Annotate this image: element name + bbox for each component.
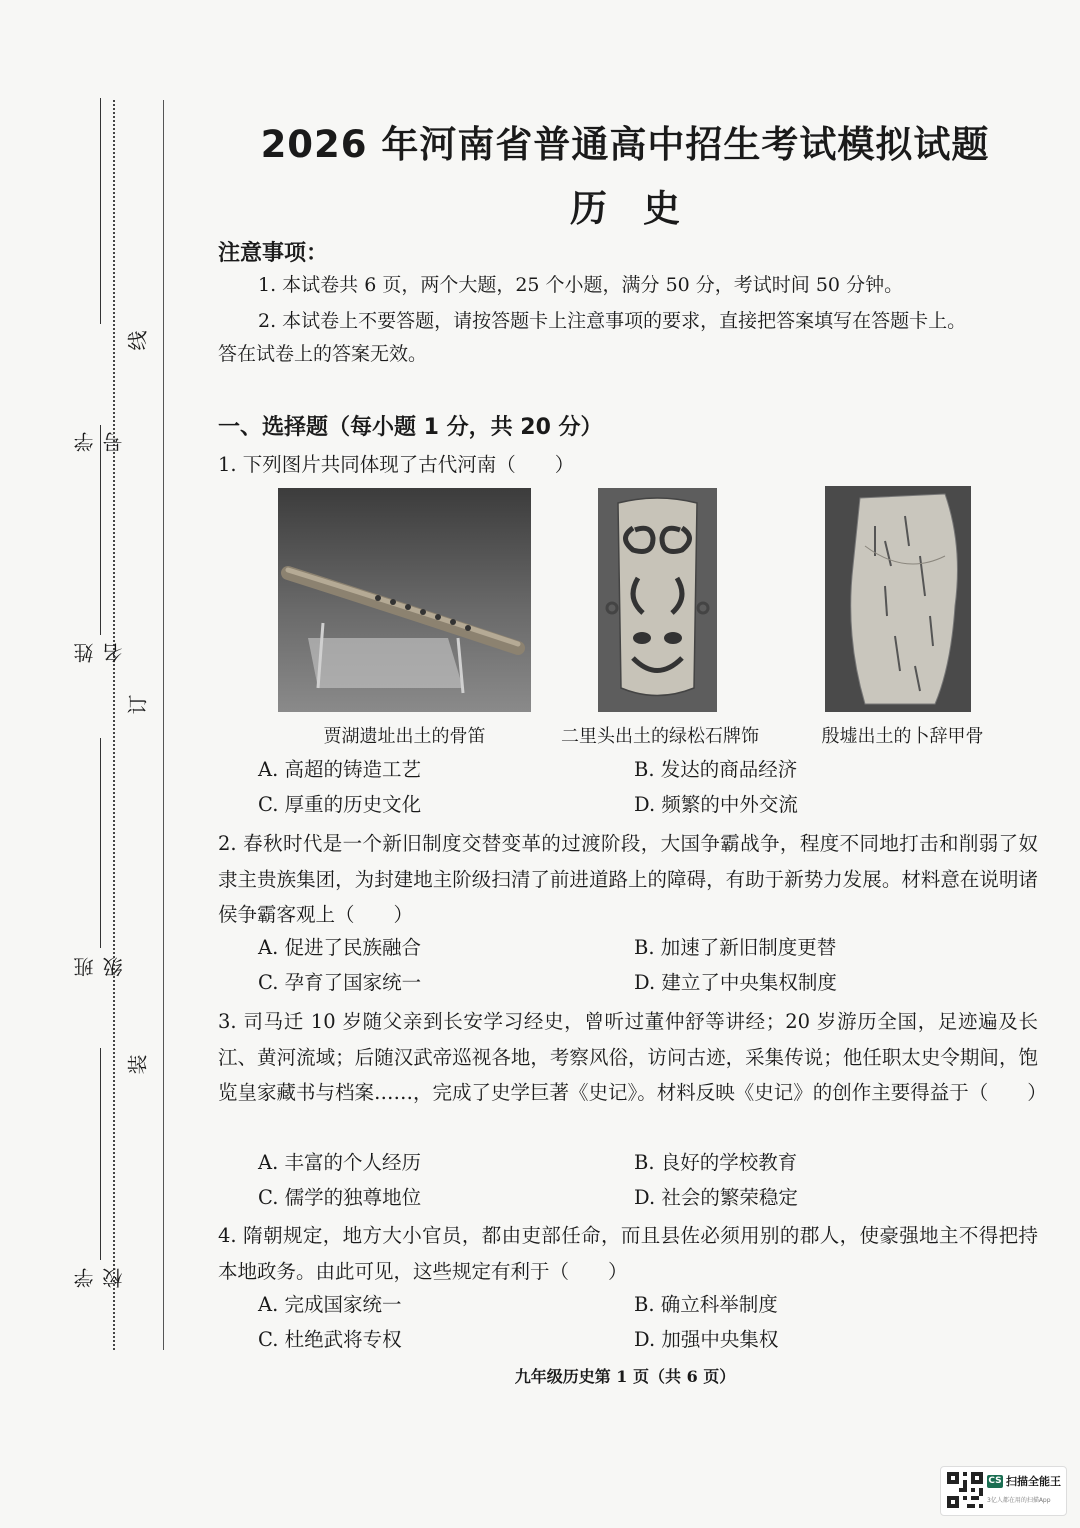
q3-option-d: D. 社会的繁荣稳定	[634, 1186, 798, 1209]
q4-option-a: A. 完成国家统一	[258, 1293, 402, 1316]
field-label: 姓名	[73, 639, 126, 663]
caption-oracle-bone: 殷墟出土的卜辞甲骨	[821, 726, 984, 747]
fill-line	[100, 425, 101, 635]
q1-option-b: B. 发达的商品经济	[634, 758, 798, 781]
q3-option-c: C. 儒学的独尊地位	[258, 1186, 422, 1209]
q3-option-a: A. 丰富的个人经历	[258, 1151, 421, 1174]
binding-char-ding: 订	[125, 694, 150, 715]
caption-bone-flute: 贾湖遗址出土的骨笛	[323, 726, 486, 747]
cs-logo-icon: CS	[988, 1476, 1002, 1486]
subject-char: 史	[643, 187, 680, 230]
fill-line	[100, 1048, 101, 1260]
question-1-stem: 1. 下列图片共同体现了古代河南（ ）	[218, 453, 575, 476]
field-label: 学号	[73, 428, 126, 452]
section-heading: 一、选择题（每小题 1 分，共 20 分）	[218, 415, 603, 440]
scanner-watermark	[940, 1466, 1067, 1516]
caption-turquoise-plaque: 二里头出土的绿松石牌饰	[561, 726, 759, 747]
q1-option-c: C. 厚重的历史文化	[258, 793, 422, 816]
scanner-app-name: 扫描全能王	[1006, 1475, 1061, 1488]
q1-option-a: A. 高超的铸造工艺	[258, 758, 421, 781]
exam-title: 2026 年河南省普通高中招生考试模拟试题	[260, 123, 990, 166]
q2-option-c: C. 孕育了国家统一	[258, 971, 422, 994]
notes-line-2: 2. 本试卷上不要答题，请按答题卡上注意事项的要求，直接把答案填写在答题卡上。	[258, 310, 967, 332]
field-label: 学校	[73, 1264, 126, 1288]
subject-title	[170, 178, 1080, 232]
q2-option-b: B. 加速了新旧制度更替	[634, 936, 837, 959]
turquoise-plaque-photo	[598, 488, 717, 712]
bone-flute-photo	[278, 488, 531, 712]
question-4-stem: 4. 隋朝规定，地方大小官员，都由吏部任命，而且县佐必须用别的郡人，使豪强地主不得把持本地政务。由此可见，这些规定有利于（ ）	[218, 1224, 1038, 1283]
qr-code-icon	[947, 1472, 983, 1508]
binding-char-xian: 线	[125, 330, 150, 351]
notes-heading: 注意事项：	[218, 241, 329, 266]
binding-solid-line	[163, 100, 164, 1350]
binding-dotted-line	[113, 100, 115, 1350]
field-label: 班级	[73, 953, 126, 977]
fill-line	[100, 98, 101, 324]
q2-option-a: A. 促进了民族融合	[258, 936, 421, 959]
q4-option-c: C. 杜绝武将专权	[258, 1328, 402, 1351]
notes-line-1: 1. 本试卷共 6 页，两个大题，25 个小题，满分 50 分，考试时间 50 分钟。	[258, 274, 904, 296]
binding-char-zhuang: 装	[125, 1054, 150, 1075]
q2-option-d: D. 建立了中央集权制度	[634, 971, 837, 994]
scanner-app-slogan: 3亿人都在用的扫描App	[987, 1497, 1051, 1504]
subject-char: 历	[570, 187, 607, 230]
q4-option-b: B. 确立科举制度	[634, 1293, 778, 1316]
q1-option-d: D. 频繁的中外交流	[634, 793, 798, 816]
q3-option-b: B. 良好的学校教育	[634, 1151, 798, 1174]
question-2-stem: 2. 春秋时代是一个新旧制度交替变革的过渡阶段，大国争霸战争，程度不同地打击和削弱了奴隶主贵族集团，为封建地主阶级扫清了前进道路上的障碍，有助于新势力发展。材料意在说明诸侯争霸客观上（ ）	[218, 832, 1038, 926]
question-3-stem: 3. 司马迁 10 岁随父亲到长安学习经史，曾听过董仲舒等讲经；20 岁游历全国，足迹遍及长江、黄河流域；后随汉武帝巡视各地，考察风俗，访问古迹，采集传说；他任职太史令期间，饱览皇家藏书与档案……，完成了史学巨著《史记》。材料反映《史记》的创作主要得益于（ ）	[218, 1010, 1047, 1104]
q4-option-d: D. 加强中央集权	[634, 1328, 779, 1351]
page-footer: 九年级历史第 1 页（共 6 页）	[514, 1367, 736, 1386]
notes-line-3: 答在试卷上的答案无效。	[218, 343, 428, 365]
oracle-bone-photo	[825, 486, 971, 712]
fill-line	[100, 738, 101, 948]
